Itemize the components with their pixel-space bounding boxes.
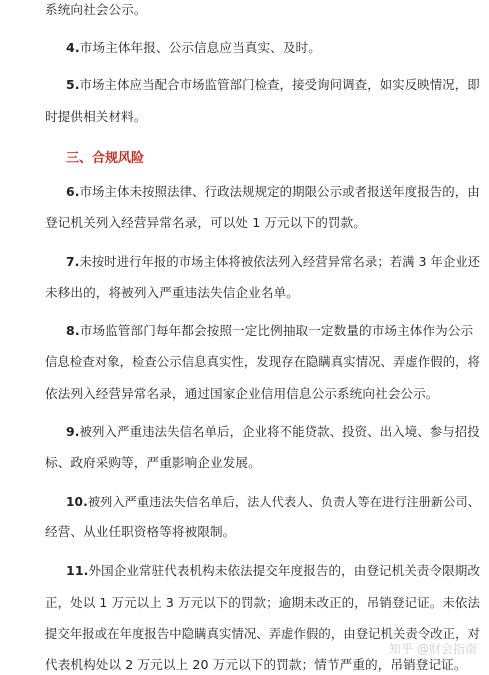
text-line: 经营、从业任职资格等将被限制。 [45,524,236,539]
item-text: 市场主体年报、公示信息应当真实、及时。 [79,40,321,55]
item-number: 4. [66,40,80,55]
text-line: 代表机构处以 2 万元以上 20 万元以下的罚款；情节严重的，吊销登记证。 [45,657,467,672]
item-text: 市场主体未按照法律、行政法规规定的期限公示或者报送年度报告的，由 [79,184,480,199]
list-item-10 [66,494,480,510]
text-line: 依法列入经营异常名录，通过国家企业信用信息公示系统向社会公示。 [45,386,439,401]
item-number: 10. [66,495,88,509]
text-line: 系统向社会公示。 [45,2,147,17]
text-line: 时提供相关材料。 [45,109,147,124]
list-item-6 [66,184,480,200]
item-number: 5. [66,77,80,92]
item-number: 7. [66,255,80,269]
list-item-5 [66,77,480,93]
item-number: 9. [66,424,80,439]
list-item-11 [66,563,480,579]
text-line: 正，处以 1 万元以上 3 万元以下的罚款；逾期未改正的，吊销登记证。未依法 [45,595,481,610]
list-item-4 [66,40,321,56]
item-text: 外国企业常驻代表机构未依法提交年度报告的，由登记机关责令限期改 [88,563,481,578]
text-line: 未移出的，将被列入严重违法失信企业名单。 [45,285,299,300]
item-text: 未按时进行年报的市场主体将被依法列入经营异常名录；若满 3 年企业还 [79,255,481,269]
item-number: 11. [66,563,89,578]
section-heading: 三、合规风险 [66,151,145,166]
watermark: 知乎 @财会指南 [389,642,477,656]
item-number: 8. [66,323,80,338]
text-line: 登记机关列入经营异常名录，可以处 1 万元以下的罚款。 [45,215,366,230]
item-text: 市场主体应当配合市场监管部门检查，接受询问调查，如实反映情况，即 [79,77,480,92]
text-line: 标、政府采购等，严重影响企业发展。 [45,455,261,470]
item-text: 被列入严重违法失信名单后，法人代表人、负责人等在进行注册新公司、 [87,495,481,509]
text-line: 提交年报或在年度报告中隐瞒真实情况、弄虚作假的，由登记机关责令改正，对 [45,627,480,641]
list-item-7 [66,254,480,270]
list-item-9 [66,424,480,440]
item-text: 市场监管部门每年都会按照一定比例抽取一定数量的市场主体作为公示 [79,323,474,338]
item-text: 被列入严重违法失信名单后，企业将不能贷款、投资、出入境、参与招投 [79,424,480,439]
item-number: 6. [66,184,80,199]
list-item-8 [66,323,473,339]
text-line: 信息检查对象，检查公示信息真实性，发现存在隐瞒真实情况、弄虚作假的，将 [45,355,480,369]
